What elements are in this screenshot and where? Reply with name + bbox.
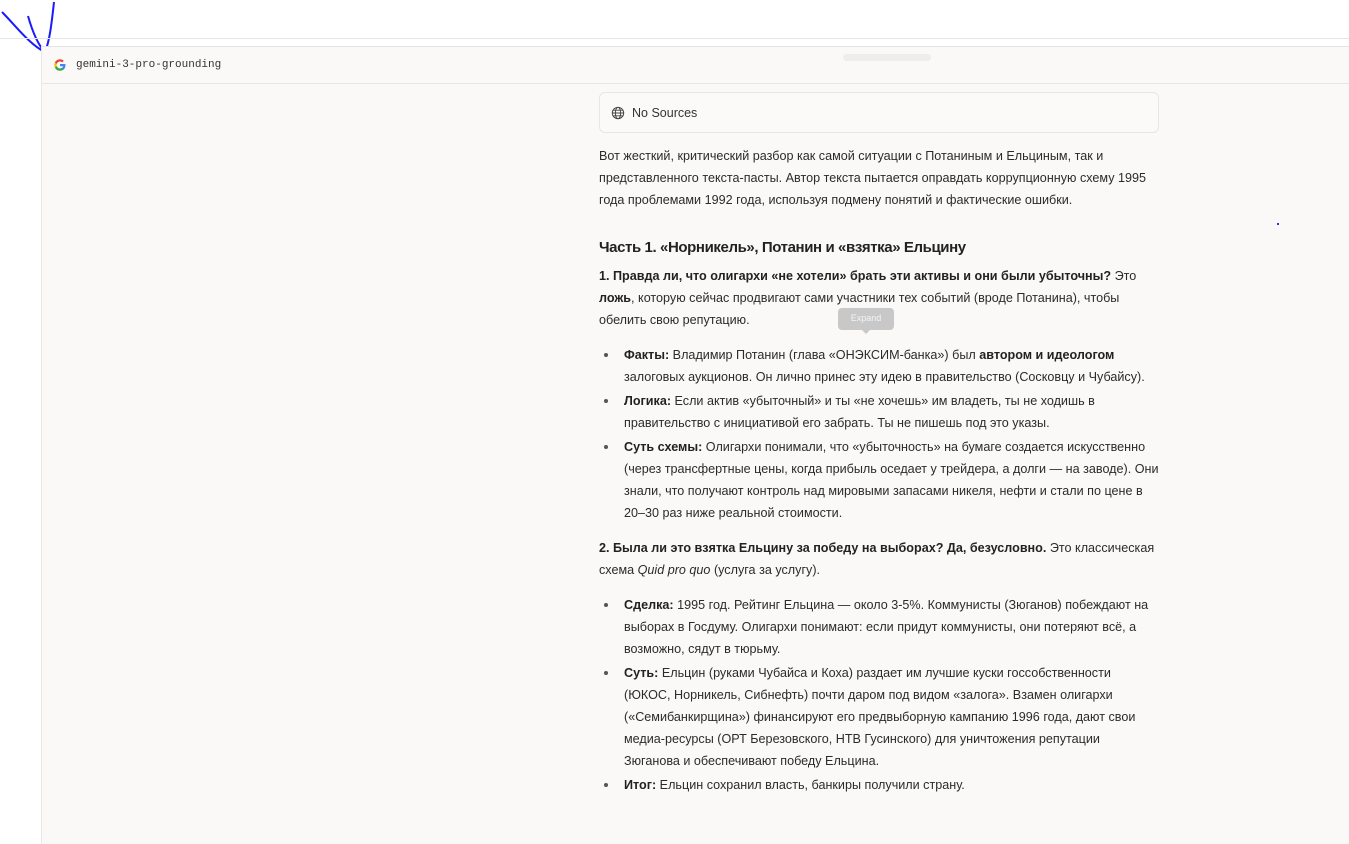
model-name: gemini-3-pro-grounding — [76, 59, 222, 71]
model-header — [42, 47, 1349, 84]
bold-text: Логика: — [624, 394, 672, 408]
text-segment: Владимир Потанин (глава «ОНЭКСИМ-банка») был — [669, 348, 980, 362]
bold-text: Факты: — [624, 348, 670, 362]
expand-tooltip: Expand — [838, 308, 894, 330]
bold-text: 1. Правда ли, что олигархи «не хотели» брать эти активы и они были убыточны? — [599, 269, 1112, 283]
pen-dot — [1277, 223, 1279, 225]
google-logo-icon — [54, 59, 66, 71]
paragraph — [599, 145, 1159, 211]
sources-button[interactable] — [599, 92, 1159, 133]
text-segment: 1995 год. Рейтинг Ельцина — около 3-5%. Коммунисты (Зюганов) побеждают на выборах в Госдуму. Олигархи понимают: если придут коммунисты, они потеряют всё, а возможно, сядут в тюрьму. — [624, 598, 1149, 656]
bold-text: Суть схемы: — [624, 440, 703, 454]
bullet-list — [599, 594, 1159, 796]
text-segment: Вот жесткий, критический разбор как самой ситуации с Потаниным и Ельциным, так и представленного текста-пасты. Автор текста пытается оправдать коррупционную схему 1995 года проблемами 1992 года, используя подмену понятий и фактические ошибки. — [599, 149, 1147, 207]
bold-text: автором и идеологом — [979, 348, 1115, 362]
paragraph — [599, 537, 1159, 581]
response-content — [599, 92, 1159, 809]
section-heading — [599, 237, 1159, 259]
text-segment: Часть 1. «Норникель», Потанин и «взятка» Ельцину — [599, 239, 966, 256]
italic-text: Quid pro quo — [637, 563, 711, 577]
list-item — [599, 436, 1159, 524]
text-segment: Ельцин (руками Чубайса и Коха) раздает им лучшие куски госсобственности (ЮКОС, Норникель, Сибнефть) почти даром под видом «залога». Взамен олигархи («Семибанкирщина») финансируют его предвыборную кампанию 1996 года, дают свои медиа-ресурсы (ОРТ Березовского, НТВ Гусинского) для уничтожения репутации Зюганова и обеспечивают победу Ельцина. — [624, 666, 1136, 768]
bold-text: 2. Была ли это взятка Ельцину за победу на выборах? Да, безусловно. — [599, 541, 1047, 555]
list-item — [599, 390, 1159, 434]
text-segment: Если актив «убыточный» и ты «не хочешь» им владеть, ты не ходишь в правительство с инициативой его забрать. Ты не пишешь под это указы. — [624, 394, 1095, 430]
bold-text: Сделка: — [624, 598, 674, 612]
sources-label: No Sources — [632, 105, 698, 120]
bold-text: ложь — [599, 291, 632, 305]
list-item — [599, 594, 1159, 660]
text-segment: (услуга за услугу). — [710, 563, 821, 577]
bullet-list — [599, 344, 1159, 524]
chat-panel — [41, 46, 1349, 844]
list-item — [599, 774, 1159, 796]
text-segment: Ельцин сохранил власть, банкиры получили страну. — [656, 778, 965, 792]
divider — [0, 38, 1349, 39]
text-segment: Это — [1111, 269, 1137, 283]
list-item — [599, 344, 1159, 388]
bold-text: Итог: — [624, 778, 657, 792]
globe-icon — [611, 106, 625, 120]
drag-handle[interactable] — [843, 54, 931, 61]
text-segment: Это классическая схема — [599, 541, 1155, 577]
text-segment: залоговых аукционов. Он лично принес эту идею в правительство (Сосковцу и Чубайсу). — [624, 370, 1145, 384]
bold-text: Суть: — [624, 666, 659, 680]
text-segment: , которую сейчас продвигают сами участники тех событий (вроде Потанина), чтобы обелить свою репутацию. — [599, 291, 1120, 327]
text-segment: Олигархи понимали, что «убыточность» на бумаге создается искусственно (через трансфертные цены, когда прибыль оседает у трейдера, а долги — на заводе). Они знали, что получают контроль над мировыми запасами никеля, нефти и стали по цене в 20–30 раз ниже реальной стоимости. — [624, 440, 1159, 520]
list-item — [599, 662, 1159, 772]
